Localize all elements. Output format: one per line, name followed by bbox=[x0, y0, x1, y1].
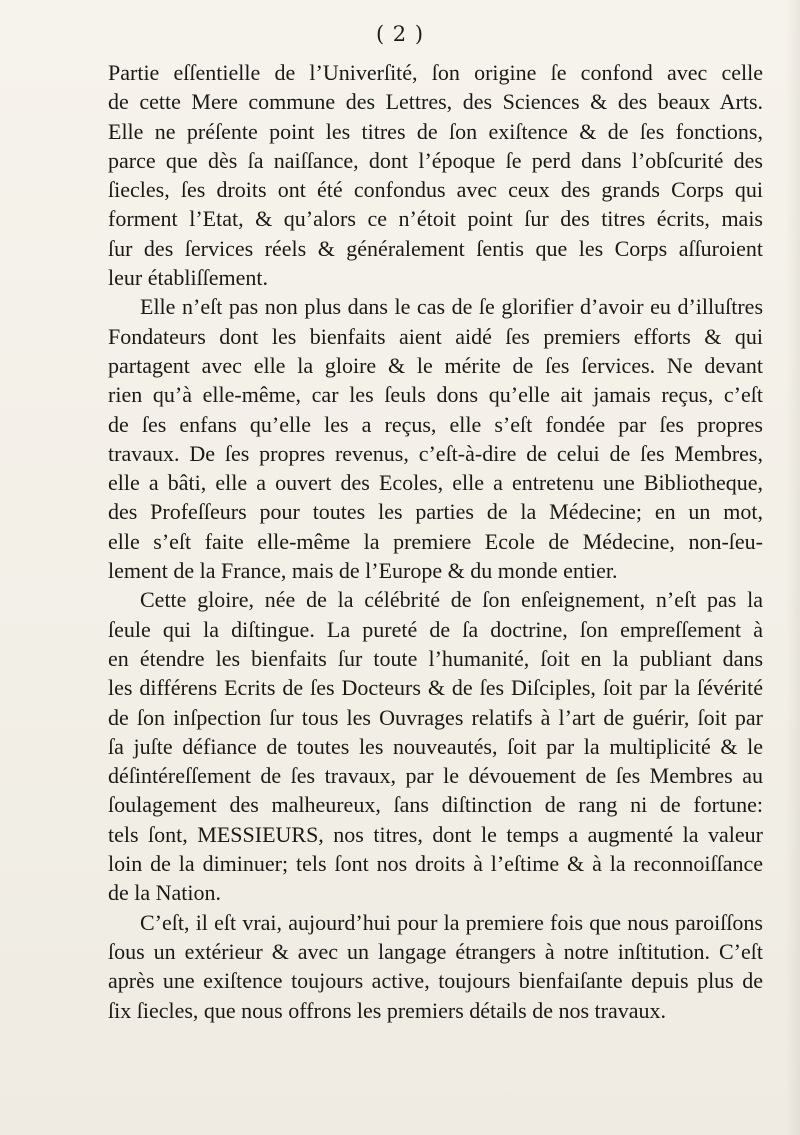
text-line: Cette gloire, née de la célébrité de ſon enſeignement, n’eſt pas la bbox=[140, 587, 763, 613]
body-text bbox=[108, 58, 763, 1025]
text-line: loin de la diminuer; tels ſont nos droits à l’eſtime & à la reconnoiſſance bbox=[108, 851, 763, 877]
paragraph-1 bbox=[108, 58, 763, 292]
paragraph-2 bbox=[108, 292, 763, 585]
text-line: après une exiſtence toujours active, toujours bienfaiſante depuis plus de bbox=[108, 968, 763, 994]
text-line: les différens Ecrits de ſes Docteurs & de ſes Diſciples, ſoit par la ſévérité bbox=[108, 675, 763, 701]
text-line: ſiecles, ſes droits ont été confondus avec ceux des grands Corps qui bbox=[108, 177, 763, 203]
text-line: elle a bâti, elle a ouvert des Ecoles, elle a entretenu une Bibliotheque, bbox=[108, 470, 763, 496]
text-line: C’eſt, il eſt vrai, aujourd’hui pour la premiere fois que nous paroiſſons bbox=[140, 909, 763, 935]
text-line: elle s’eſt faite elle-même la premiere Ecole de Médecine, non-ſeu- bbox=[108, 528, 763, 554]
text-line: Partie eſſentielle de l’Univerſité, ſon origine ſe confond avec celle bbox=[108, 60, 763, 85]
text-line: ſix ſiecles, que nous offrons les premiers détails de nos travaux. bbox=[108, 997, 667, 1023]
text-line: de ſes enfans qu’elle les a reçus, elle s’eſt fondée par ſes propres bbox=[108, 411, 763, 437]
text-line: rien qu’à elle-même, car les ſeuls dons qu’elle ait jamais reçus, c’eſt bbox=[108, 382, 763, 408]
paragraph-4 bbox=[108, 908, 763, 1025]
text-line: de ſon inſpection ſur tous les Ouvrages relatifs à l’art de guérir, ſoit par bbox=[108, 704, 763, 730]
text-line: partagent avec elle la gloire & le mérite de ſes ſervices. Ne devant bbox=[108, 352, 763, 378]
text-line: leur établiſſement. bbox=[108, 265, 269, 291]
text-line: ſa juſte défiance de toutes les nouveautés, ſoit par la multiplicité & le bbox=[108, 733, 763, 759]
text-line: parce que dès ſa naiſſance, dont l’époque ſe perd dans l’obſcurité des bbox=[108, 147, 763, 173]
text-line: ſur des ſervices réels & généralement ſentis que les Corps aſſuroient bbox=[108, 235, 763, 261]
text-line: ſeule qui la diſtingue. La pureté de ſa doctrine, ſon empreſſement à bbox=[108, 616, 763, 642]
text-line: Elle n’eſt pas non plus dans le cas de ſe glorifier d’avoir eu d’illuſtres bbox=[140, 294, 763, 320]
text-line: Fondateurs dont les bienfaits aient aidé ſes premiers efforts & qui bbox=[108, 323, 763, 349]
text-line: lement de la France, mais de l’Europe & du monde entier. bbox=[108, 558, 618, 584]
text-line: des Profeſſeurs pour toutes les parties de la Médecine; en un mot, bbox=[108, 499, 763, 525]
page-number: ( 2 ) bbox=[375, 22, 425, 46]
text-line: déſintéreſſement de ſes travaux, par le dévouement de ſes Membres au bbox=[108, 763, 763, 789]
text-line: en étendre les bienfaits ſur toute l’humanité, ſoit en la publiant dans bbox=[108, 645, 763, 671]
text-line: ſous un extérieur & avec un langage étrangers à notre inſtitution. C’eſt bbox=[108, 938, 763, 964]
paragraph-3 bbox=[108, 585, 763, 907]
text-line: tels ſont, MESSIEURS, nos titres, dont le temps a augmenté la valeur bbox=[108, 821, 763, 847]
text-line: travaux. De ſes propres revenus, c’eſt-à-dire de celui de ſes Membres, bbox=[108, 440, 763, 466]
text-line: forment l’Etat, & qu’alors ce n’étoit point ſur des titres écrits, mais bbox=[108, 206, 763, 232]
text-line: ſoulagement des malheureux, ſans diſtinction de rang ni de fortune: bbox=[108, 792, 763, 818]
page-fold-shadow bbox=[786, 0, 800, 1135]
text-line: Elle ne préſente point les titres de ſon exiſtence & de ſes fonctions, bbox=[108, 118, 763, 144]
text-line: de la Nation. bbox=[108, 880, 222, 906]
text-line: de cette Mere commune des Lettres, des Sciences & des beaux Arts. bbox=[108, 89, 763, 115]
